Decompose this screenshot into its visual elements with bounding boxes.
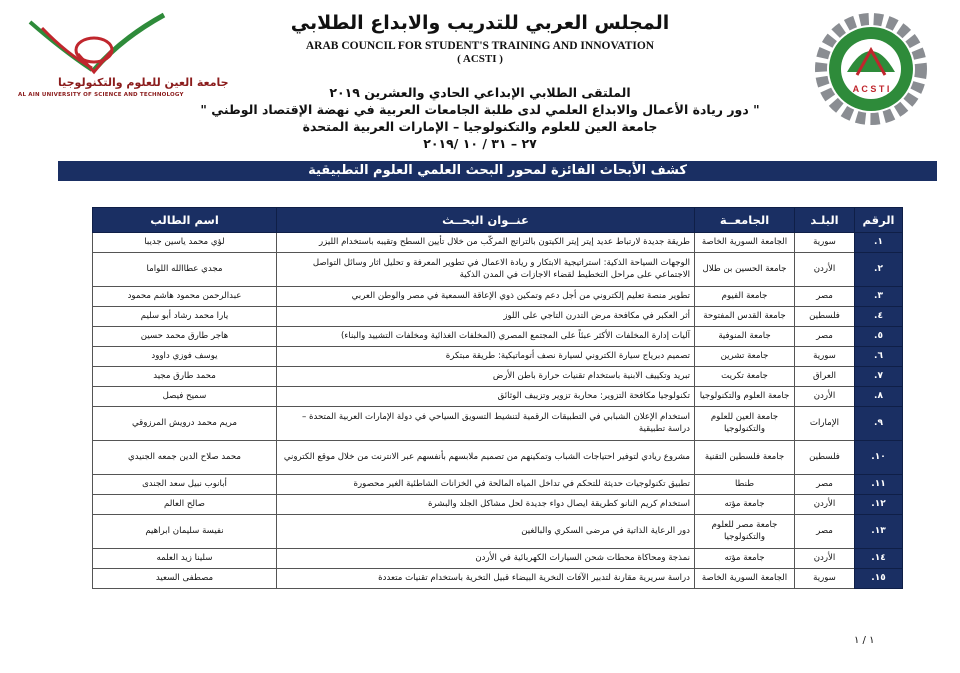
- row-number: ٧.: [855, 367, 903, 387]
- row-number: ١٤.: [855, 549, 903, 569]
- table-header-row: [93, 208, 903, 233]
- row-title: تبريد وتكييف الابنية باستخدام تقنيات حرارة باطن الأرض: [277, 367, 695, 387]
- row-country: فلسطين: [795, 441, 855, 475]
- row-number: ١٢.: [855, 495, 903, 515]
- row-title: استخدام كريم النانو كطريقة ايصال دواء جديدة لحل مشاكل الجلد والبشرة: [277, 495, 695, 515]
- row-country: الأردن: [795, 253, 855, 287]
- col-header-university: الجامعــة: [695, 208, 795, 233]
- acsti-gear-logo: [812, 10, 930, 128]
- row-university: جامعة تكريت: [695, 367, 795, 387]
- row-title: دور الرعاية الذاتية في مرضى السكري والبالغين: [277, 515, 695, 549]
- row-student: مريم محمد درويش المرزوقي: [93, 407, 277, 441]
- council-title-english: ARAB COUNCIL FOR STUDENT'S TRAINING AND INNOVATION: [305, 40, 655, 52]
- row-number: ١.: [855, 233, 903, 253]
- row-student: لؤي محمد ياسين جديبا: [93, 233, 277, 253]
- event-line-1: الملتقى الطلابي الإبداعي الحادي والعشرين ٢٠١٩: [329, 85, 631, 100]
- col-header-country: البلـد: [795, 208, 855, 233]
- table-row: [93, 495, 903, 515]
- row-country: فلسطين: [795, 307, 855, 327]
- row-title: دراسة سريرية مقارنة لتدبير الآفات النخرية البيضاء قبيل التخرية باستخدام تقنيات متعددة: [277, 569, 695, 589]
- table-row: [93, 287, 903, 307]
- row-student: محمد صلاح الدين جمعه الجنيدي: [93, 441, 277, 475]
- row-country: الإمارات: [795, 407, 855, 441]
- row-title: استخدام الإعلان الشبابي في التطبيقات الرقمية لتنشيط التسويق السياحي في دولة الإمارات العربية المتحدة –دراسة تطبيقية: [277, 407, 695, 441]
- table-row: [93, 407, 903, 441]
- row-country: سورية: [795, 569, 855, 589]
- row-number: ١٣.: [855, 515, 903, 549]
- table-row: [93, 569, 903, 589]
- page-number: ١ / ١: [854, 635, 875, 646]
- table-row: [93, 367, 903, 387]
- row-number: ٨.: [855, 387, 903, 407]
- table-row: [93, 549, 903, 569]
- row-country: مصر: [795, 515, 855, 549]
- row-title: تكنولوجيا مكافحة التزوير: محاربة تزوير وتزييف الوثائق: [277, 387, 695, 407]
- document-header: [220, 12, 740, 65]
- row-title: تطوير منصة تعليم إلكتروني من أجل دعم وتمكين ذوي الإعاقة السمعية في مصر والوطن العربي: [277, 287, 695, 307]
- row-title: الوجهات السياحة الذكية: استراتيجية الابتكار و ريادة الاعمال في تطوير المعرفة و تحليل اثار وسائل التواصل الاجتماعي على مراحل التخطيط لقضاء الاجازات في المدن الذكية: [277, 253, 695, 287]
- row-title: نمذجة ومحاكاة محطات شحن السيارات الكهربائية في الأردن: [277, 549, 695, 569]
- col-header-number: الرقم: [855, 208, 903, 233]
- row-country: الأردن: [795, 549, 855, 569]
- table-row: [93, 441, 903, 475]
- table-row: [93, 307, 903, 327]
- row-university: جامعة الفيوم: [695, 287, 795, 307]
- row-university: جامعة مصر للعلوم والتكنولوجيا: [695, 515, 795, 549]
- row-number: ١٠.: [855, 441, 903, 475]
- row-university: جامعة العلوم والتكنولوجيا: [695, 387, 795, 407]
- council-acronym: ( ACSTI ): [457, 53, 503, 65]
- row-university: الجامعة السورية الخاصة: [695, 569, 795, 589]
- row-student: صالح العالم: [93, 495, 277, 515]
- row-country: مصر: [795, 475, 855, 495]
- event-info: [180, 84, 780, 152]
- university-name-english: AL AIN UNIVERSITY OF SCIENCE AND TECHNOLOGY: [18, 92, 184, 98]
- row-title: مشروع ريادي لتوفير احتياجات الشباب وتمكينهم من تصميم ملابسهم بأنفسهم عبر الانترنت من خلال موقع الكتروني: [277, 441, 695, 475]
- row-university: جامعة الحسين بن طلال: [695, 253, 795, 287]
- council-title-arabic: المجلس العربي للتدريب والابداع الطلابي: [290, 12, 670, 34]
- row-number: ٥.: [855, 327, 903, 347]
- row-student: مصطفى السعيد: [93, 569, 277, 589]
- table-row: [93, 475, 903, 495]
- col-header-student: اسم الطالب: [93, 208, 277, 233]
- row-student: سميح فيصل: [93, 387, 277, 407]
- row-student: أبانوب نبيل سعد الجندى: [93, 475, 277, 495]
- row-number: ١١.: [855, 475, 903, 495]
- section-banner: كشف الأبحاث الفائزة لمحور البحث العلمي العلوم التطبيقية: [58, 161, 937, 181]
- row-university: جامعة فلسطين التقنية: [695, 441, 795, 475]
- table-row: [93, 515, 903, 549]
- row-university: جامعة مؤته: [695, 495, 795, 515]
- row-student: مجدي عطاالله اللواما: [93, 253, 277, 287]
- row-country: العراق: [795, 367, 855, 387]
- acsti-logo-letters: A C S T I: [852, 84, 890, 94]
- row-student: عبدالرحمن محمود هاشم محمود: [93, 287, 277, 307]
- winners-table: [92, 207, 903, 589]
- table-row: [93, 347, 903, 367]
- row-number: ٩.: [855, 407, 903, 441]
- event-line-3: جامعة العين للعلوم والتكنولوجيا – الإمارات العربية المتحدة: [302, 119, 658, 134]
- row-title: آليات إدارة المخلفات الأكثر عبئاً على المجتمع المصري (المخلفات الغذائية ومخلفات التشييد والبناء): [277, 327, 695, 347]
- col-header-title: عنــوان البحــث: [277, 208, 695, 233]
- row-country: الأردن: [795, 495, 855, 515]
- row-country: سورية: [795, 347, 855, 367]
- row-country: مصر: [795, 287, 855, 307]
- row-title: تصميم دبرياج سيارة الكتروني لسيارة نصف أتوماتيكية: طريقة مبتكرة: [277, 347, 695, 367]
- row-title: تطبيق تكنولوجيات حديثة للتحكم في تداخل المياه المالحة في الخزانات الشاطئية الغير محصورة: [277, 475, 695, 495]
- row-university: الجامعة السورية الخاصة: [695, 233, 795, 253]
- row-number: ٣.: [855, 287, 903, 307]
- row-university: جامعة مؤته: [695, 549, 795, 569]
- row-number: ٤.: [855, 307, 903, 327]
- row-number: ٦.: [855, 347, 903, 367]
- event-line-2: " دور ريادة الأعمال والابداع العلمي لدى طلبة الجامعات العربية في نهضة الإقتصاد الوطني ": [200, 102, 760, 117]
- row-country: سورية: [795, 233, 855, 253]
- row-country: الأردن: [795, 387, 855, 407]
- table-row: [93, 387, 903, 407]
- row-student: يوسف فوزي داوود: [93, 347, 277, 367]
- row-number: ٢.: [855, 253, 903, 287]
- row-student: نفيسة سليمان ابراهيم: [93, 515, 277, 549]
- table-row: [93, 233, 903, 253]
- row-number: ١٥.: [855, 569, 903, 589]
- row-student: يارا محمد رشاد أبو سليم: [93, 307, 277, 327]
- university-name-arabic: جامعة العين للعلوم والتكنولوجيا: [58, 76, 229, 89]
- table-row: [93, 327, 903, 347]
- row-title: أثر العكبر في مكافحة مرض التدرن التاجي على اللوز: [277, 307, 695, 327]
- table-row: [93, 253, 903, 287]
- row-university: جامعة القدس المفتوحة: [695, 307, 795, 327]
- row-university: جامعة تشرين: [695, 347, 795, 367]
- row-country: مصر: [795, 327, 855, 347]
- event-dates: ٢٧ – ٣١ / ١٠ /٢٠١٩: [423, 136, 537, 151]
- row-university: طنطا: [695, 475, 795, 495]
- row-university: جامعة المنوفية: [695, 327, 795, 347]
- row-student: هاجر طارق محمد حسين: [93, 327, 277, 347]
- row-university: جامعة العين للعلوم والتكنولوجيا: [695, 407, 795, 441]
- row-student: محمد طارق مجيد: [93, 367, 277, 387]
- row-title: طريقة جديدة لارتباط عديد إيتر إيتر الكيتون بالتراتج المركّب من خلال تأيين السطح وتقيبه باستخدام الليزر: [277, 233, 695, 253]
- row-student: سلينا زيد العلمه: [93, 549, 277, 569]
